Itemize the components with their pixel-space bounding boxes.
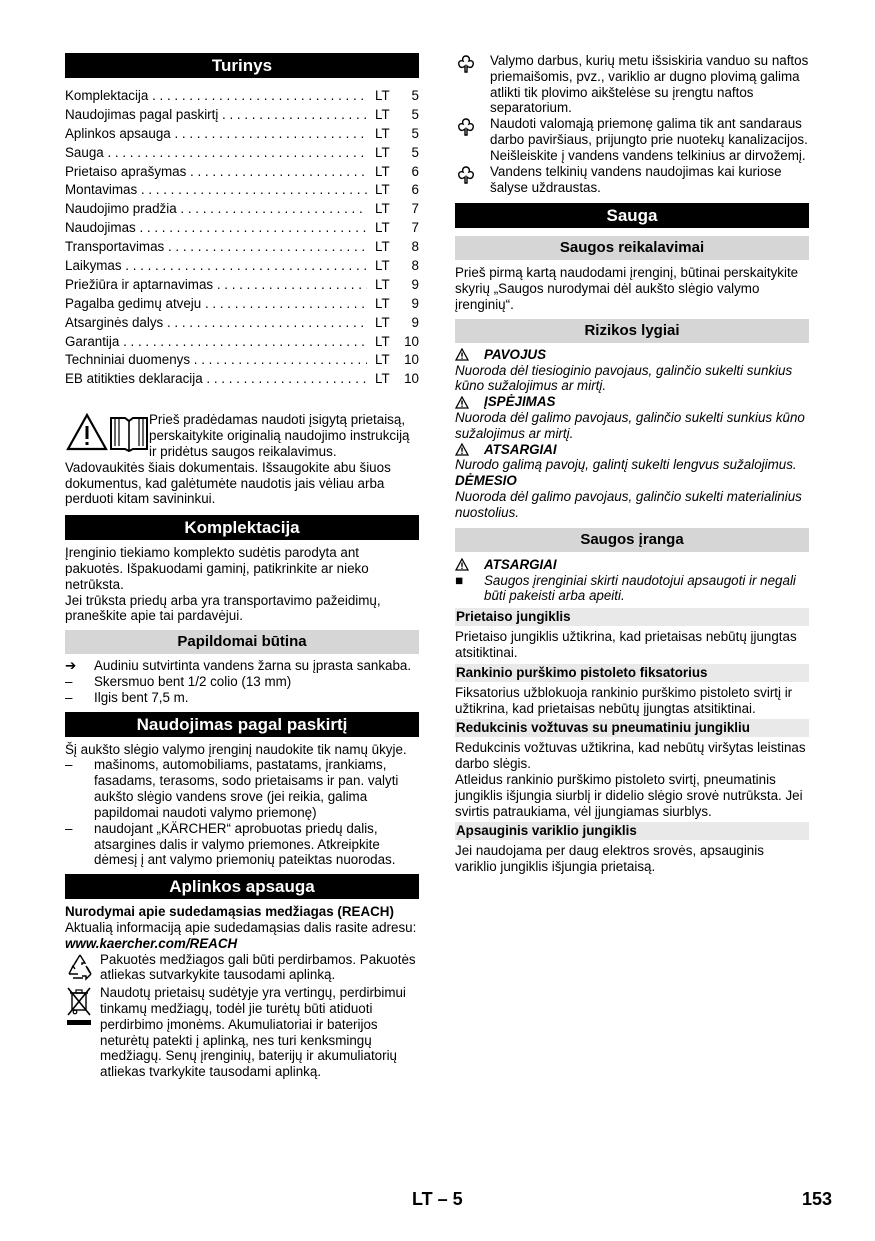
toc-entry-title: Priežiūra ir aptarnavimas . . . [65, 277, 367, 293]
toc-entry-page: 10 [404, 371, 419, 387]
toc-entry-lang: LT [375, 276, 390, 292]
toc-entry-title: Pagalba gedimų atveju . . . [65, 296, 367, 312]
toc-entry-lang: LT [375, 352, 390, 368]
weee-text: Naudotų prietaisų sudėtyje yra vertingų, perdirbimui tinkamų medžiagų, todėl jie turėtų būti atiduoti perdirbimo įmonėms. Akumuliatoriai ir baterijos neturėtų patekti į aplinką, nes turi kenksmingų medžiagų. Senų įrenginių, baterijų ir akumuliatorių atliekas tvarkykite tausodami aplinką. [100, 985, 406, 1080]
toc-entry-lang: LT [375, 106, 390, 122]
ispejimas-label: ĮSPĖJIMAS [455, 394, 809, 410]
toc-entry[interactable] [65, 239, 419, 258]
papildomai-item-1: ➔ Audiniu sutvirtinta vandens žarna su įprasta sankaba. [65, 658, 412, 674]
toc-entry-page: 5 [411, 125, 419, 141]
toc-entry-page: 9 [411, 276, 419, 292]
toc-entry-page: 10 [404, 333, 419, 349]
toc-entry[interactable] [65, 315, 419, 334]
lock-text: Fiksatorius užblokuoja rankinio purškimo pistoleto svirtį ir užtikrina, kad prietaisas nebūtų įjungtas atsitiktinai. [455, 684, 793, 716]
crossed-bin-icon [65, 985, 100, 1080]
env-note-3: Vandens telkinių vandens naudojimas kai kuriose šalyse uždraustas. [455, 164, 809, 196]
toc-entry-title: Naudojimas pagal paskirtį . . . [65, 107, 367, 123]
toc-entry-page: 10 [404, 352, 419, 368]
switch-heading: Prietaiso jungiklis [455, 608, 809, 626]
toc-entry[interactable] [65, 88, 419, 107]
toc-entry-lang: LT [375, 220, 390, 236]
toc-entry-title: Techniniai duomenys . . . [65, 352, 367, 368]
toc-entry-title: Sauga . . . [65, 145, 367, 161]
aplinka-heading: Aplinkos apsauga [65, 874, 419, 899]
toc-entry-page: 5 [411, 88, 419, 103]
atsargiai-text: Nurodo galimą pavojų, galintį sukelti lengvus sužalojimus. [455, 457, 797, 473]
toc-entry-title: Naudojimas . . . [65, 220, 367, 236]
toc-entry-page: 5 [411, 106, 419, 122]
risk-heading: Rizikos lygiai [455, 319, 809, 343]
demesio-text: Nuoroda dėl galimo pavojaus, galinčio sukelti materialinius nuostolius. [455, 489, 802, 520]
toc-entry-title: Prietaiso aprašymas . . . [65, 164, 367, 180]
toc-heading: Turinys [65, 53, 419, 78]
toc-entry-lang: LT [375, 314, 390, 330]
page-number: 153 [802, 1189, 833, 1209]
toc-entry-lang: LT [375, 371, 390, 387]
toc-entry[interactable] [65, 182, 419, 201]
toc-entry-lang: LT [375, 258, 390, 274]
environment-icon [455, 116, 490, 163]
toc-entry[interactable] [65, 371, 419, 390]
toc-entry-title: Montavimas . . . [65, 182, 367, 198]
komplektacija-p2: Jei trūksta priedų arba yra transportavimo pažeidimų, praneškite apie tai pardavėjui. [65, 592, 381, 624]
paskirtis-p1: Šį aukšto slėgio valymo įrenginį naudokite tik namų ūkyje. [65, 741, 407, 757]
toc-entry-lang: LT [375, 163, 390, 179]
intro-notice-text: Prieš pradėdamas naudoti įsigytą prietaisą, perskaitykite originalią naudojimo instrukciją ir pridėtus saugos reikalavimus. [149, 412, 410, 459]
toc-entry[interactable] [65, 258, 419, 277]
lock-heading: Rankinio purškimo pistoleto fiksatorius [455, 664, 809, 682]
paskirtis-heading: Naudojimas pagal paskirtį [65, 712, 419, 737]
toc-entry-page: 6 [411, 163, 419, 179]
recycle-note [65, 952, 419, 984]
toc-entry-lang: LT [375, 88, 390, 103]
toc-entry[interactable] [65, 220, 419, 239]
pavojus-label: PAVOJUS [455, 347, 809, 363]
toc-entry-page: 7 [411, 220, 419, 236]
warning-triangle-icon [455, 396, 484, 409]
toc-entry[interactable] [65, 334, 419, 353]
weee-note [65, 985, 419, 1080]
reach-title: Nurodymai apie sudedamąsias medžiagas (REACH) [65, 904, 394, 920]
reach-url: www.kaercher.com/REACH [65, 935, 238, 951]
toc-entry-page: 6 [411, 182, 419, 198]
req-heading: Saugos reikalavimai [455, 236, 809, 260]
toc-entry-lang: LT [375, 201, 390, 217]
toc-entry-title: Naudojimo pradžia . . . [65, 201, 367, 217]
komplektacija-p1: Įrenginio tiekiamo komplekto sudėtis parodyta ant pakuotės. Išpakuodami gaminį, patikrinkite ar nieko netrūksta. [65, 545, 369, 592]
toc-entry[interactable] [65, 352, 419, 371]
toc-entry-lang: LT [375, 144, 390, 160]
ispejimas-text: Nuoroda dėl galimo pavojaus, galinčio sukelti sunkius kūno sužalojimus ar mirtį. [455, 410, 805, 441]
environment-icon [455, 164, 490, 196]
switch-text: Prietaiso jungiklis užtikrina, kad prietaisas nebūtų įjungtas atsitiktinai. [455, 629, 797, 660]
demesio-label: DĖMESIO [455, 473, 517, 489]
pavojus-text: Nuoroda dėl tiesioginio pavojaus, galinčio sukelti sunkius kūno sužalojimus ar mirtį. [455, 362, 793, 394]
table-of-contents [65, 88, 419, 390]
env-note-2: Naudoti valomąją priemonę galima tik ant sandaraus darbo paviršiaus, prijungto prie nuotekų kanalizacijos. Neišleiskite į vandens vandens telkinius ar dirvožemį. [455, 116, 809, 163]
toc-entry-title: EB atitikties deklaracija . . . [65, 371, 367, 387]
toc-entry[interactable] [65, 145, 419, 164]
toc-entry-title: Garantija . . . [65, 334, 367, 350]
motor-text: Jei naudojama per daug elektros srovės, apsauginis variklio jungiklis išjungia prietaisą. [455, 843, 764, 875]
warning-triangle-icon [455, 443, 484, 456]
warning-triangle-icon [455, 558, 484, 571]
toc-entry[interactable] [65, 126, 419, 145]
intro-text: Vadovaukitės šiais dokumentais. Išsaugokite abu šiuos dokumentus, kad galėtumėte naudotis jais vėliau arba perduoti kitam savininkui. [65, 459, 391, 507]
papildomai-item-3: – Ilgis bent 7,5 m. [65, 689, 189, 705]
toc-entry-page: 8 [411, 258, 419, 274]
toc-entry-lang: LT [375, 125, 390, 141]
toc-entry-title: Transportavimas . . . [65, 239, 367, 255]
papildomai-heading: Papildomai būtina [65, 630, 419, 654]
arrow-icon: ➔ [65, 658, 77, 674]
square-bullet-icon: ■ [455, 572, 464, 588]
env-note-1: Valymo darbus, kurių metu išsiskiria vanduo su naftos priemaišomis, pvz., variklio ar dugno plovimą galima atlikti tik plovimo aikštelėse su įrengtu naftos separatorium. [455, 53, 809, 116]
recycle-icon [65, 952, 100, 984]
toc-entry-page: 8 [411, 239, 419, 255]
toc-entry[interactable] [65, 107, 419, 126]
toc-entry[interactable] [65, 164, 419, 183]
toc-entry-title: Aplinkos apsauga . . . [65, 126, 367, 142]
toc-entry-page: 5 [411, 144, 419, 160]
equip-heading: Saugos įranga [455, 528, 809, 552]
equip-warn-label: ATSARGIAI [455, 557, 809, 573]
environment-icon [455, 53, 490, 116]
intro-notice [65, 412, 419, 459]
toc-entry-lang: LT [375, 295, 390, 311]
left-column [65, 53, 419, 1080]
req-text: Prieš pirmą kartą naudodami įrenginį, būtinai perskaitykite skyrių „Saugos nurodymai dėl aukšto slėgio valymo įrenginių“. [455, 265, 799, 312]
atsargiai-label: ATSARGIAI [455, 442, 809, 458]
toc-entry-lang: LT [375, 239, 390, 255]
toc-entry[interactable] [65, 201, 419, 220]
paskirtis-item-1: – mašinoms, automobiliams, pastatams, įrankiams, fasadams, terasoms, sodo prietaisams ir pan. valyti aukšto slėgio vandens srove (jei reikia, galima papildomai naudoti valymo priemonę) [65, 757, 399, 820]
toc-entry-lang: LT [375, 333, 390, 349]
paskirtis-item-2: – naudojant „KÄRCHER“ aprobuotas priedų dalis, atsargines dalis ir valymo priemones. Atkreipkite dėmesį į ant valymo priemonių pateiktas nuorodas. [65, 820, 396, 868]
read-manual-icon [65, 412, 149, 459]
toc-entry[interactable] [65, 296, 419, 315]
warning-triangle-icon [455, 348, 484, 361]
komplektacija-heading: Komplektacija [65, 515, 419, 540]
sauga-heading: Sauga [455, 203, 809, 228]
valve-text-1: Redukcinis vožtuvas užtikrina, kad nebūtų viršytas leistinas darbo slėgis. [455, 740, 806, 772]
toc-entry-title: Atsarginės dalys . . . [65, 315, 367, 331]
recycle-text: Pakuotės medžiagos gali būti perdirbamos. Pakuotės atliekas sutvarkykite tausodami aplinką. [100, 951, 416, 983]
toc-entry-page: 9 [411, 295, 419, 311]
motor-heading: Apsauginis variklio jungiklis [455, 822, 809, 840]
right-column [455, 53, 809, 875]
toc-entry-page: 9 [411, 314, 419, 330]
toc-entry-page: 7 [411, 201, 419, 217]
equip-item: ■ Saugos įrenginiai skirti naudotojui apsaugoti ir negali būti pakeisti arba apeiti. [455, 572, 796, 604]
reach-text: Aktualią informaciją apie sudedamąsias dalis rasite adresu: [65, 919, 417, 935]
valve-text-2: Atleidus rankinio purškimo pistoleto svirtį, pneumatinis jungiklis išjungia siurblį ir dideliо slėgio srovė nutrūksta. Jei svirtis patraukiama, vėl įjungiamas siurblys. [455, 772, 803, 819]
page-label: LT – 5 [412, 1189, 463, 1209]
papildomai-item-2: – Skersmuo bent 1/2 colio (13 mm) [65, 674, 292, 689]
toc-entry-title: Laikymas . . . [65, 258, 367, 274]
toc-entry-lang: LT [375, 182, 390, 198]
toc-entry-title: Komplektacija . . . [65, 88, 367, 104]
toc-entry[interactable] [65, 277, 419, 296]
valve-heading: Redukcinis vožtuvas su pneumatiniu jungikliu [455, 719, 809, 737]
